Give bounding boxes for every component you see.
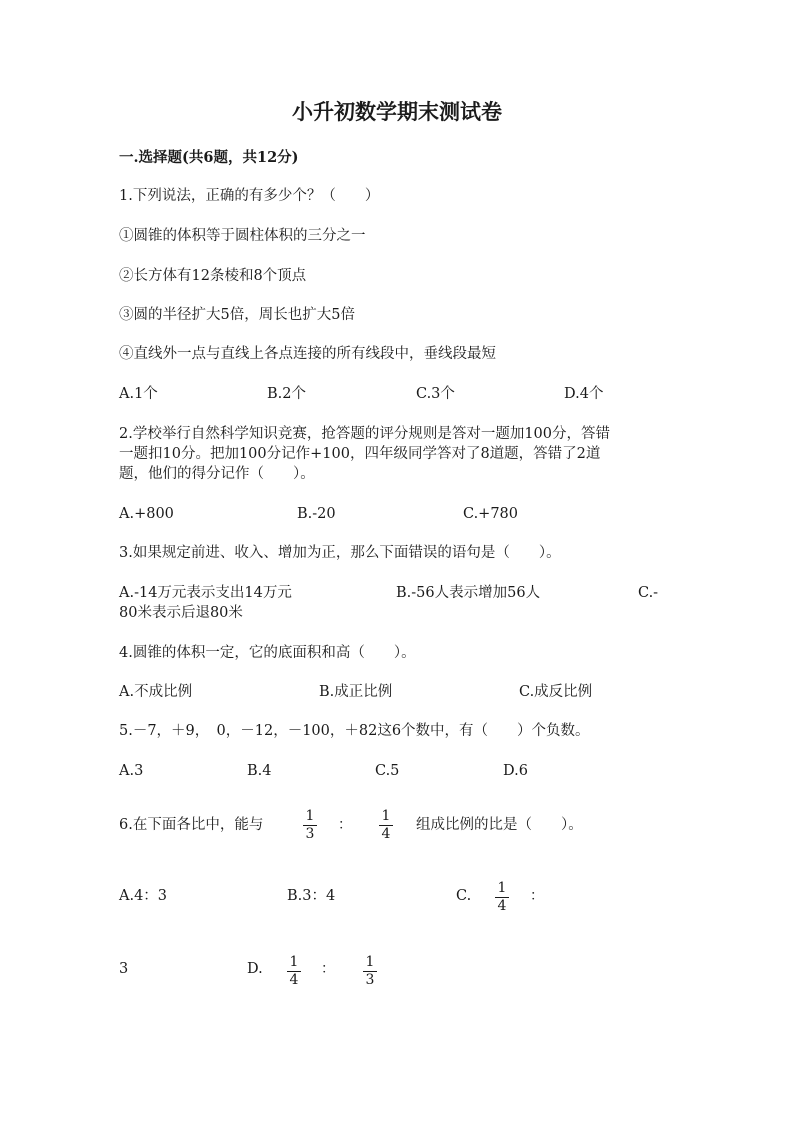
- q6-stem-fraction-1: [299, 808, 321, 843]
- fraction-denominator: 3: [365, 972, 375, 988]
- fraction-denominator: 4: [497, 898, 507, 914]
- fraction-numerator: 1: [497, 880, 507, 896]
- q6-option-c-fraction: [491, 880, 513, 915]
- q6-option-d-fraction-1: [283, 954, 305, 989]
- q4-option-a: A.不成比例: [119, 684, 193, 700]
- q5-option-b: B.4: [247, 763, 272, 779]
- q6-option-d-fraction-2: [359, 954, 381, 989]
- ratio-colon: ：: [338, 817, 352, 833]
- question-4-stem: 4.圆锥的体积一定，它的底面积和高（ ）。: [119, 645, 416, 661]
- q1-option-b: B.2个: [267, 386, 306, 402]
- q4-option-c: C.成反比例: [519, 684, 593, 700]
- q3-option-a: A.-14万元表示支出14万元: [119, 585, 292, 601]
- q6-option-d-label: D.: [247, 961, 263, 977]
- q6-option-c-label: C.: [456, 888, 472, 904]
- ratio-colon: ：: [530, 888, 544, 904]
- fraction-denominator: 4: [289, 972, 299, 988]
- q4-option-b: B.成正比例: [319, 684, 393, 700]
- q6-stem-fraction-2: [375, 808, 397, 843]
- question-1-stem: 1.下列说法，正确的有多少个？（ ）: [119, 188, 380, 204]
- fraction-numerator: 1: [365, 954, 375, 970]
- q5-option-c: C.5: [375, 763, 400, 779]
- q5-option-a: A.3: [119, 763, 144, 779]
- q6-option-b: B.3：4: [287, 888, 336, 904]
- question-6-stem-prefix: 6.在下面各比中，能与: [119, 817, 264, 833]
- q1-statement-1: ①圆锥的体积等于圆柱体积的三分之一: [119, 228, 366, 244]
- question-5-stem: 5.－7，＋9， 0，－12，－100，＋82这6个数中，有（ ）个负数。: [119, 723, 590, 739]
- q1-statement-4: ④直线外一点与直线上各点连接的所有线段中，垂线段最短: [119, 346, 496, 362]
- q2-option-c: C.+780: [463, 506, 519, 522]
- q1-option-c: C.3个: [416, 386, 455, 402]
- fraction-denominator: 3: [305, 826, 315, 842]
- ratio-colon: ：: [321, 961, 335, 977]
- q2-option-a: A.+800: [119, 506, 174, 522]
- fraction-numerator: 1: [381, 808, 391, 824]
- q1-option-d: D.4个: [564, 386, 604, 402]
- q6-option-c-continued: 3: [119, 961, 129, 977]
- q2-option-b: B.-20: [297, 506, 336, 522]
- fraction-numerator: 1: [289, 954, 299, 970]
- q3-option-b: B.-56人表示增加56人: [396, 585, 541, 601]
- question-6-stem-suffix: 组成比例的比是（ ）。: [416, 817, 583, 833]
- question-3-stem: 3.如果规定前进、收入、增加为正，那么下面错误的语句是（ ）。: [119, 545, 561, 561]
- q1-statement-3: ③圆的半径扩大5倍，周长也扩大5倍: [119, 307, 355, 323]
- fraction-denominator: 4: [381, 826, 391, 842]
- q6-option-a: A.4：3: [119, 888, 168, 904]
- q1-statement-2: ②长方体有12条棱和8个顶点: [119, 268, 307, 284]
- section-heading: 一.选择题(共6题，共12分): [119, 149, 299, 166]
- question-2-stem-line-2: 一题扣10分。把加100分记作+100，四年级同学答对了8道题，答错了2道: [119, 446, 601, 462]
- question-2-stem-line-3: 题，他们的得分记作（ ）。: [119, 466, 315, 482]
- q3-option-c-start: C.-: [638, 585, 659, 601]
- q5-option-d: D.6: [503, 763, 528, 779]
- question-2-stem-line-1: 2.学校举行自然科学知识竞赛，抢答题的评分规则是答对一题加100分，答错: [119, 426, 611, 442]
- page-title: 小升初数学期末测试卷: [292, 99, 502, 124]
- fraction-numerator: 1: [305, 808, 315, 824]
- q1-option-a: A.1个: [119, 386, 158, 402]
- q3-option-c-continued: 80米表示后退80米: [119, 605, 243, 621]
